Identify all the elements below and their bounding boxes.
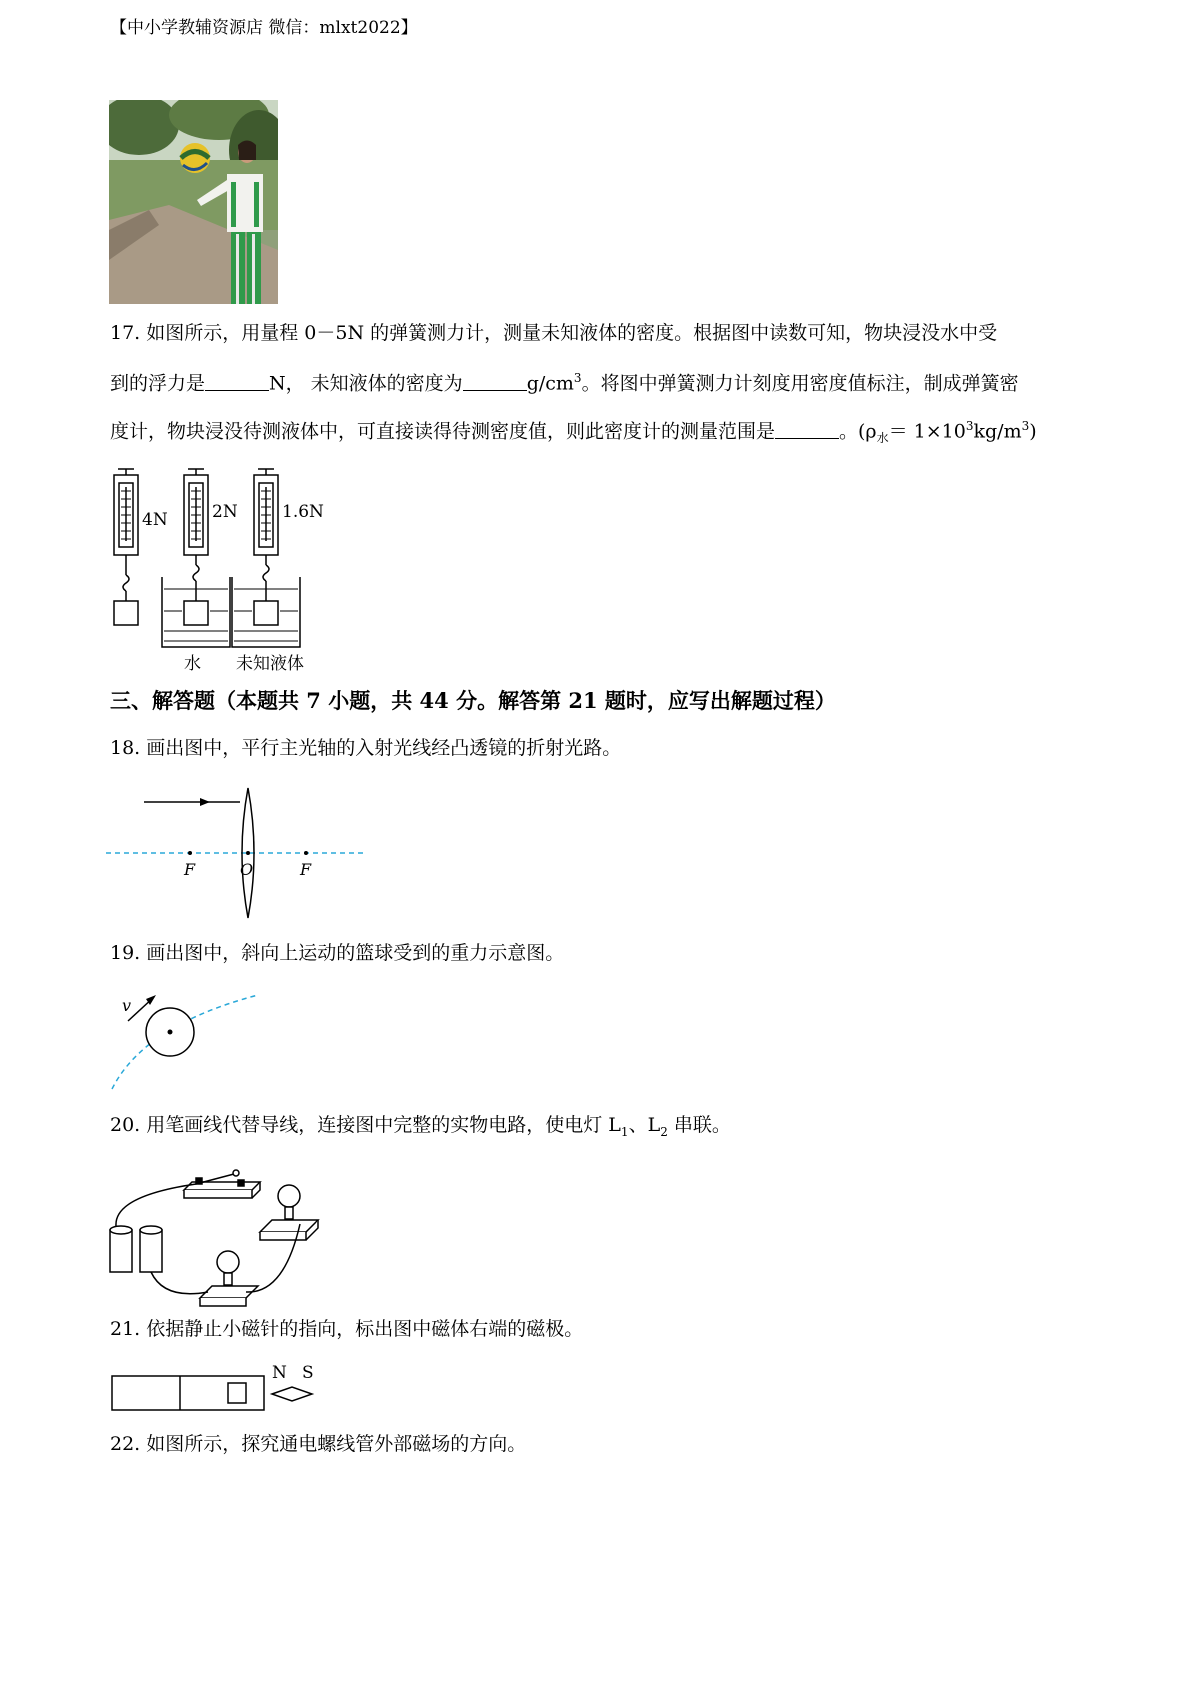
q17-line1: 17. 如图所示，用量程 0－5N 的弹簧测力计，测量未知液体的密度。根据图中读数可知，物块浸没水中受 — [110, 322, 998, 344]
label-n: N — [272, 1363, 287, 1383]
q17-text: N， 未知液体的密度为 — [269, 372, 463, 395]
volleyball-photo — [109, 100, 278, 304]
answer-blank — [205, 374, 269, 391]
answer-blank — [463, 374, 527, 391]
subscript: 水 — [876, 431, 889, 446]
compass-needle — [272, 1387, 312, 1401]
q17-text: 到的浮力是 — [110, 372, 206, 395]
q17-line3 — [110, 419, 1037, 446]
answer-blank — [775, 422, 839, 439]
reading-4n: 4N — [142, 510, 168, 530]
label-unknown-liquid: 未知液体 — [236, 654, 304, 674]
circuit-figure — [104, 1160, 364, 1310]
q17-text: 。将图中弹簧测力计刻度用密度值标注，制成弹簧密 — [581, 372, 1019, 395]
magnet-figure — [104, 1358, 344, 1418]
watermark-text: 【中小学教辅资源店 微信：mlxt2022】 — [110, 18, 418, 38]
label-v: v — [122, 996, 132, 1015]
reading-2n: 2N — [212, 502, 238, 522]
q17-text: 度计，物块浸没待测液体中，可直接读得待测密度值，则此密度计的测量范围是 — [110, 420, 776, 443]
q20-text-part: 串联。 — [667, 1114, 731, 1136]
magnet-right-end-box — [228, 1383, 246, 1403]
subscript: 2 — [660, 1124, 668, 1139]
label-f-left: F — [184, 860, 196, 879]
label-water: 水 — [184, 654, 201, 674]
q17-text: ＝ 1×10 — [888, 420, 966, 443]
section-heading: 三、解答题（本题共 7 小题，共 44 分。解答第 21 题时，应写出解题过程） — [110, 688, 836, 713]
q17-text: ) — [1029, 420, 1037, 443]
q20-text-part: 、L — [628, 1114, 661, 1136]
reading-1-6n: 1.6N — [282, 502, 324, 522]
q20-text — [110, 1114, 731, 1139]
q20-text-part: 20. 用笔画线代替导线，连接图中完整的实物电路，使电灯 L — [110, 1114, 621, 1136]
label-o: O — [240, 860, 254, 879]
label-f-right: F — [300, 860, 312, 879]
spring-scale-figure — [104, 465, 344, 675]
q19-text: 19. 画出图中，斜向上运动的篮球受到的重力示意图。 — [110, 942, 565, 964]
q21-text: 21. 依据静止小磁针的指向，标出图中磁体右端的磁极。 — [110, 1318, 584, 1340]
convex-lens-figure — [104, 780, 374, 920]
basketball-figure — [104, 985, 274, 1095]
q18-text: 18. 画出图中，平行主光轴的入射光线经凸透镜的折射光路。 — [110, 737, 622, 759]
q17-text: 。(ρ — [839, 420, 877, 443]
label-s: S — [302, 1363, 314, 1383]
q17-unit: g/cm — [526, 372, 574, 395]
superscript: 3 — [573, 371, 582, 385]
q17-text: kg/m — [973, 420, 1022, 443]
superscript: 3 — [965, 419, 974, 433]
q22-text: 22. 如图所示，探究通电螺线管外部磁场的方向。 — [110, 1433, 527, 1455]
superscript: 3 — [1021, 419, 1030, 433]
q17-line2 — [110, 371, 1019, 395]
arrow-icon — [200, 798, 210, 806]
subscript: 1 — [620, 1124, 629, 1139]
